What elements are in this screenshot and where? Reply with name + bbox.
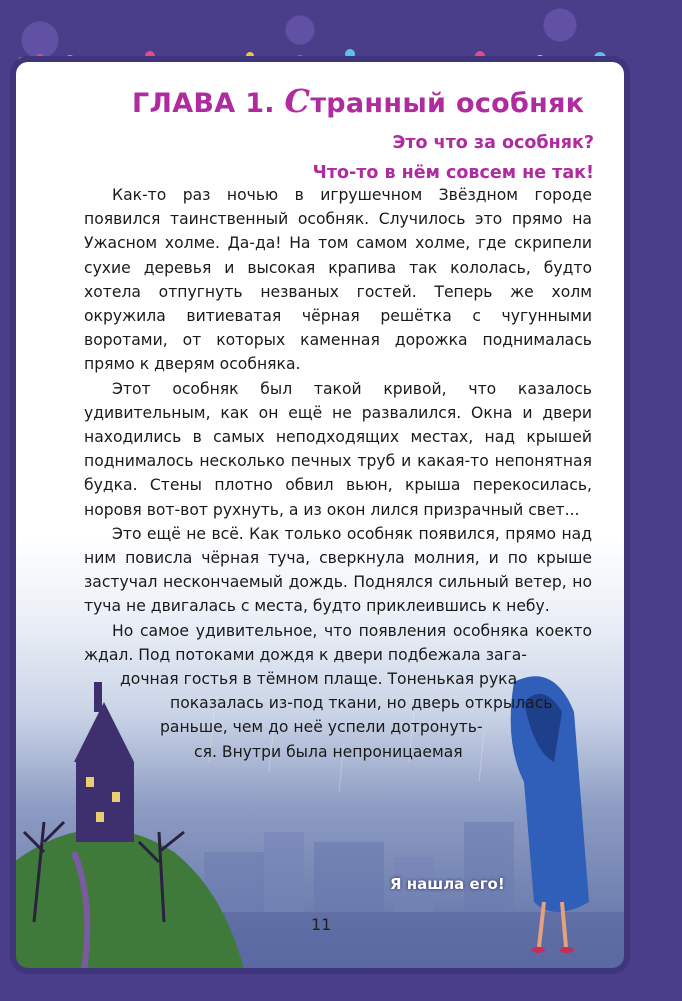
page-number: 11: [311, 915, 332, 934]
epigraph-line: Что-то в нём совсем не так!: [312, 163, 594, 183]
chapter-title: [132, 82, 584, 120]
title-rest: транный особняк: [310, 88, 585, 119]
paragraph: Этот особняк был такой кривой, что казалось удивительным, как он ещё не развалился. Окна и двери находились в самых неподходящих местах, над крышей поднималось несколько печных труб и какая-то непонятная будка. Стены плотно обвил вьюн, крыша перекосилась, норовя вот-вот рухнуть, а из окон лился призрачный свет...: [84, 379, 592, 519]
body-text: [84, 183, 592, 764]
town-silhouette: [204, 822, 514, 912]
paragraph-line: дочная гостья в тёмном плаще. Тоненькая рука: [120, 670, 518, 689]
paragraph-line: показалась из-под ткани, но дверь открылась: [170, 694, 553, 713]
hill: [14, 829, 244, 970]
paragraph: Как-то раз ночью в игрушечном Звёздном городе появился таинственный особняк. Случилось это прямо на Ужасном холме. Да-да! На том самом холме, где скрипели сухие деревья и высокая крапива так кололась, будто хотела отпугнуть незваных гостей. Теперь же холм окружила витиеватая чёрная решётка с чугунными воротами, от которых каменная дорожка поднималась прямо к дверям особняка.: [84, 186, 592, 374]
epigraph-line: Это что за особняк?: [392, 133, 594, 153]
paragraph: Это ещё не всё. Как только особняк появился, прямо над ним повисла чёрная туча, сверкнула молния, и по крыше застучал нескончаемый дождь. Поднялся сильный ветер, но туча не двигалась с места, будто приклеившись к небу.: [84, 524, 592, 616]
gem-icon: [36, 54, 44, 62]
paragraph: Но самое удивительное, что появления особняка коекто ждал. Под потоками дождя к двери подбежала зага-: [84, 621, 592, 664]
paragraph-line: раньше, чем до неё успели дотронуть-: [160, 718, 483, 737]
gem-icon: [475, 51, 485, 61]
speech-caption: Я нашла его!: [390, 875, 505, 893]
gem-icon: [246, 52, 254, 60]
gem-icon: [345, 49, 355, 59]
title-initial: С: [284, 82, 311, 120]
paragraph-line: ся. Внутри была непроницаемая: [194, 742, 463, 761]
title-prefix: ГЛАВА 1.: [132, 88, 285, 119]
epigraph: [313, 128, 594, 188]
gem-icon: [145, 51, 155, 61]
